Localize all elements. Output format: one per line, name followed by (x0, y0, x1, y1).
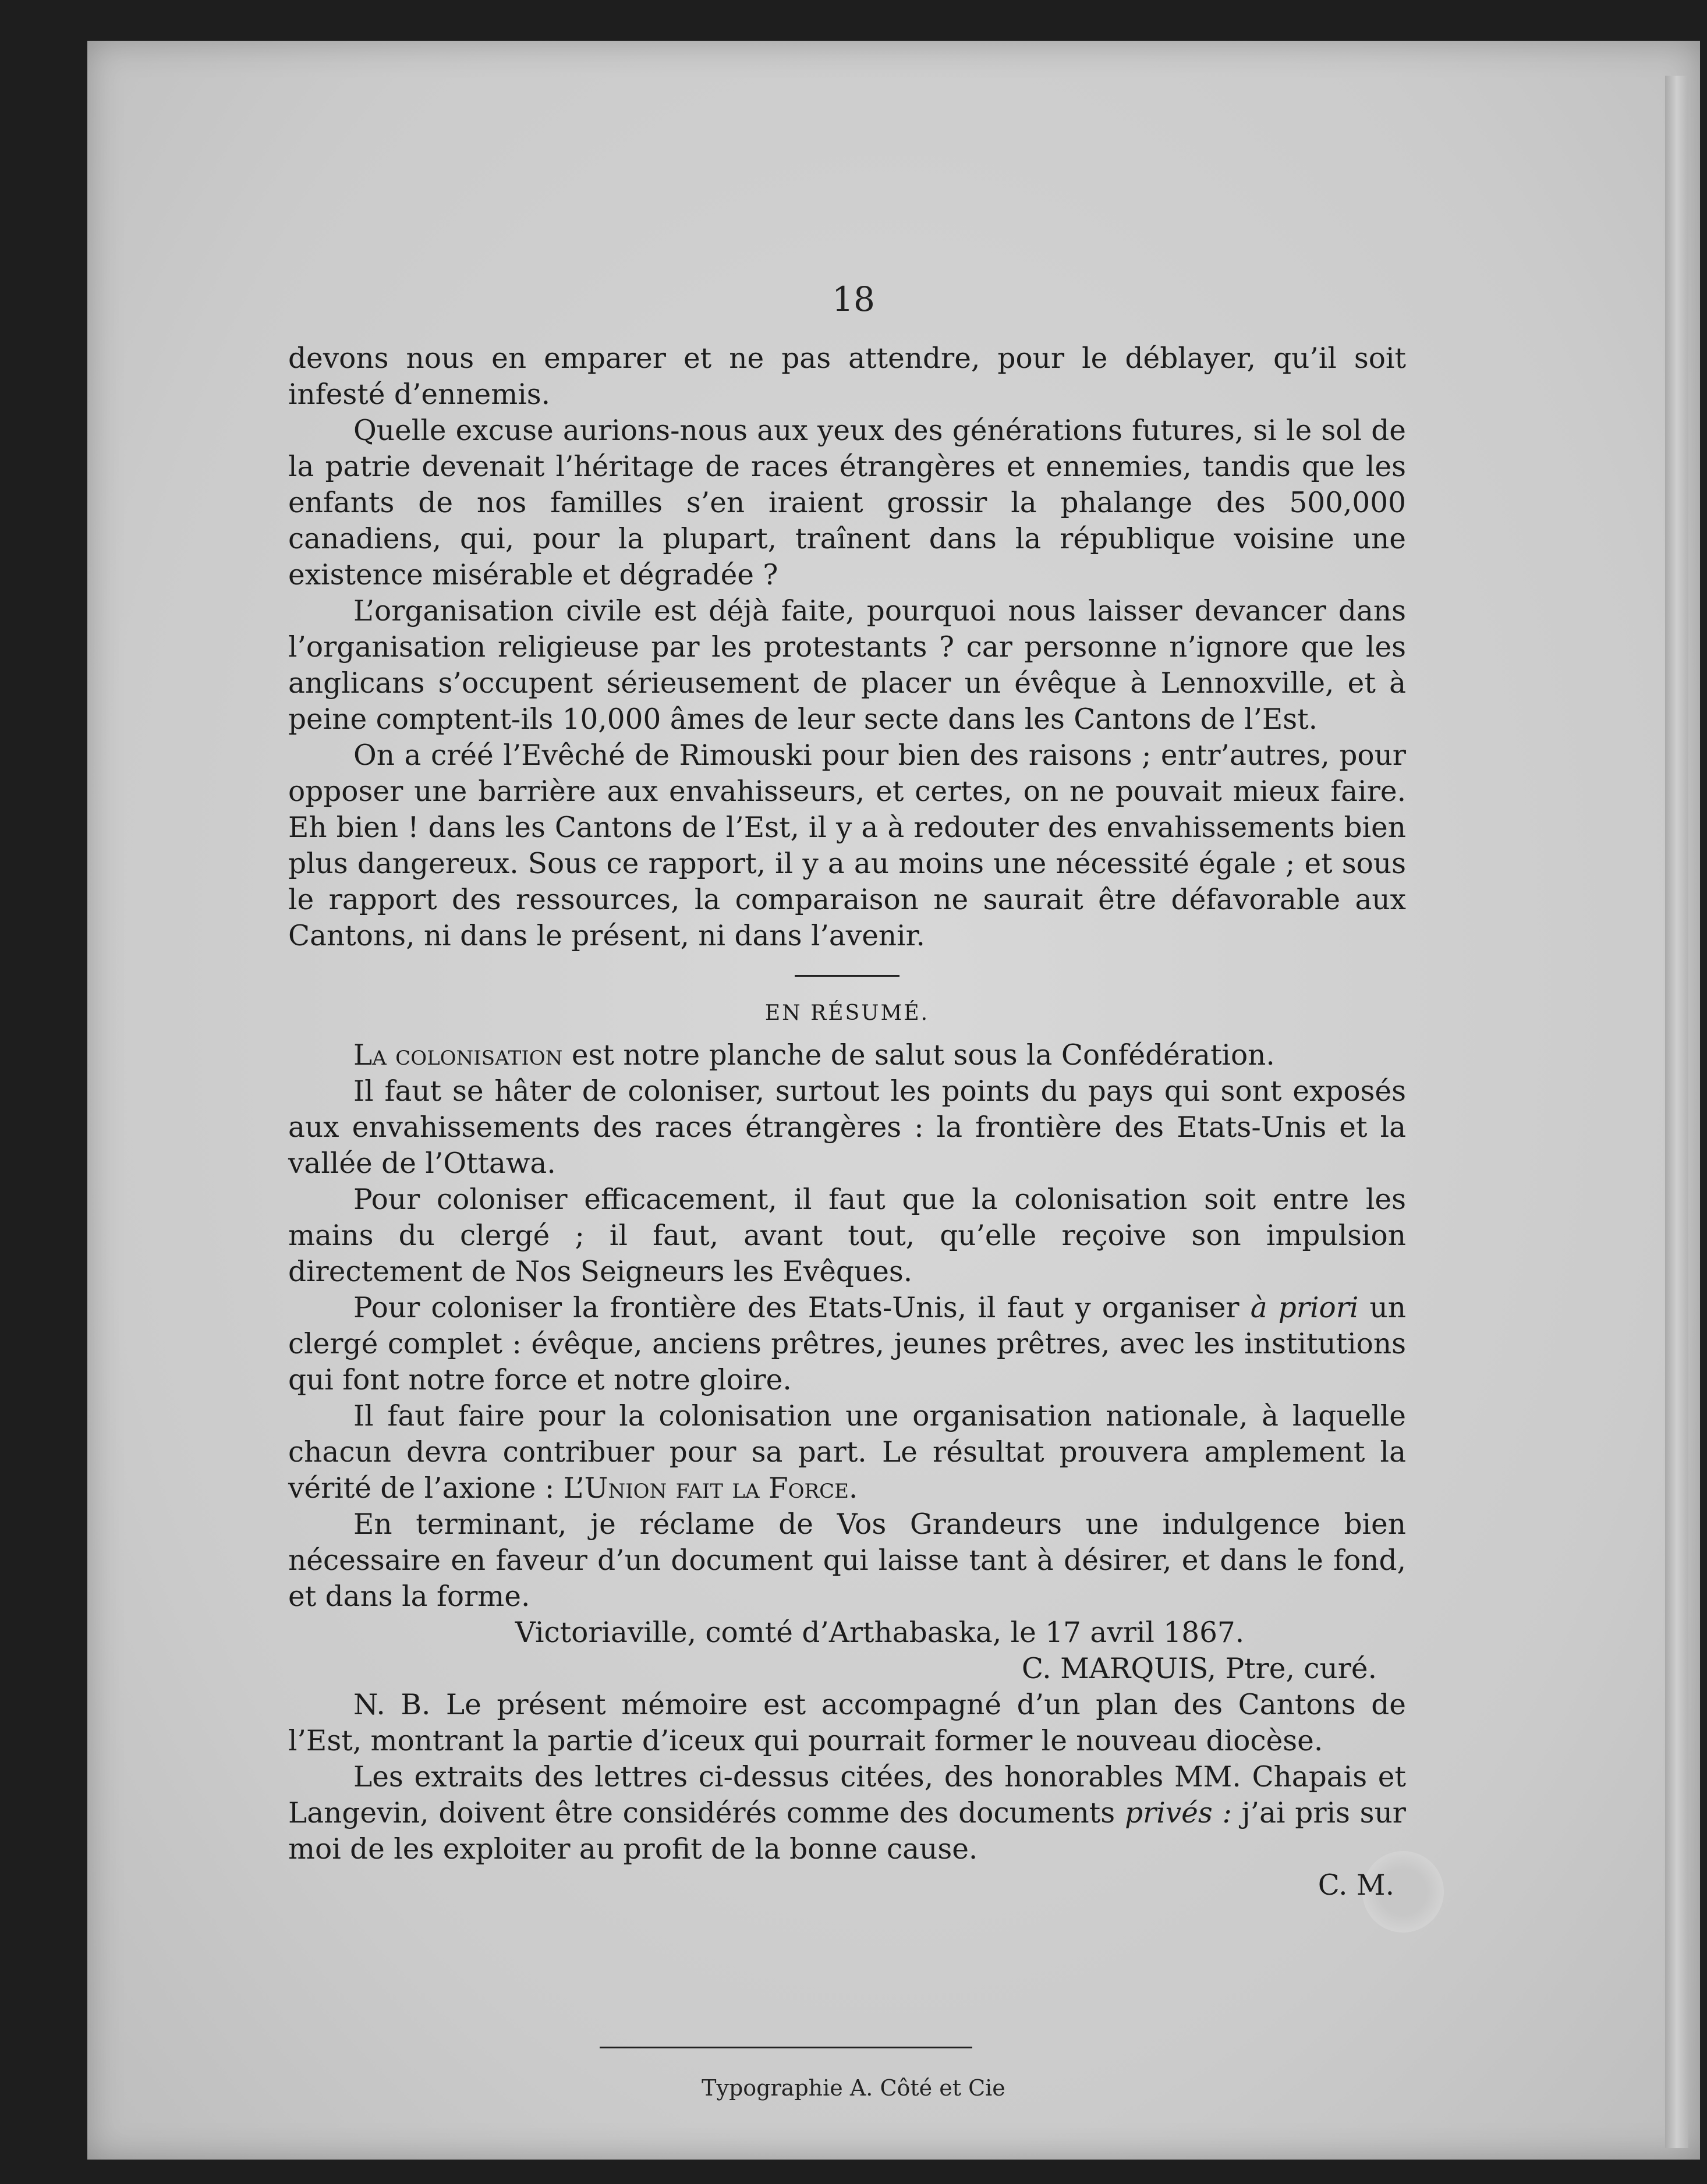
paragraph: On a créé l’Evêché de Rimouski pour bien des raisons ; entr’autres, pour opposer une barrière aux envahisseurs, et certes, on ne pouvait mieux faire. Eh bien ! dans les Cantons de l’Est, il y a à redouter des envahissements bien plus dangereux. Sous ce rapport, il y a au moins une nécessité égale ; et sous le rapport des ressources, la comparaison ne saurait être défavorable aux Cantons, ni dans le présent, ni dans l’avenir. (288, 739, 1406, 952)
summary-paragraph: Pour coloniser efficacement, il faut que la colonisation soit entre les mains du clergé ; il faut, avant tout, qu’elle reçoive son impulsion directement de Nos Seigneurs les Evêques. (288, 1183, 1406, 1288)
extracts-text: Les extraits des lettres ci-dessus citées, des honorables MM. Chapais et Langevin, doivent être considérés comme des documents (288, 1761, 1406, 1830)
section-title: EN RÉSUMÉ. (764, 1001, 930, 1025)
footer-rule (600, 2047, 972, 2048)
summary-text: Pour coloniser la frontière des Etats-Unis, il faut y organiser (353, 1292, 1251, 1324)
date-line: Victoriaville, comté d’Arthabaska, le 17 avril 1867. (515, 1616, 1245, 1649)
small-caps-text: L’Union fait la Force (563, 1472, 849, 1505)
paragraph: L’organisation civile est déjà faite, pourquoi nous laisser devancer dans l’organisation religieuse par les protestants ? car personne n’ignore que les anglicans s’occupent sérieusement de placer un évêque à Lennoxville, et à peine comptent-ils 10,000 âmes de leur secte dans les Cantons de l’Est. (288, 595, 1406, 736)
printer-footer: Typographie A. Côté et Cie (702, 2075, 1005, 2101)
page-edge (1665, 76, 1688, 2148)
page-number: 18 (832, 279, 875, 319)
summary-text: Il faut faire pour la colonisation une organisation nationale, à laquelle chacun devra contribuer pour sa part. Le résultat prouvera amplement la vérité de l’axione : (288, 1400, 1406, 1505)
paragraph: devons nous en emparer et ne pas attendre, pour le déblayer, qu’il soit infesté d’ennemis. (288, 342, 1406, 411)
nb-paragraph: N. B. Le présent mémoire est accompagné d’un plan des Cantons de l’Est, montrant la partie d’iceux qui pourrait former le nouveau diocèse. (288, 1689, 1406, 1757)
summary-text: est notre planche de salut sous la Confédération. (562, 1039, 1275, 1072)
summary-paragraph: Il faut se hâter de coloniser, surtout les points du pays qui sont exposés aux envahissements des races étrangères : la frontière des Etats-Unis et la vallée de l’Ottawa. (288, 1075, 1406, 1180)
initials: C. M. (1318, 1869, 1394, 1902)
small-caps-text: La colonisation (353, 1039, 563, 1072)
italic-text: à priori (1250, 1292, 1359, 1324)
section-divider (795, 975, 899, 977)
signature: C. MARQUIS, Ptre, curé. (1021, 1653, 1377, 1685)
paragraph: Quelle excuse aurions-nous aux yeux des générations futures, si le sol de la patrie devenait l’héritage de races étrangères et ennemies, tandis que les enfants de nos familles s’en iraient grossir la phalange des 500,000 canadiens, qui, pour la plupart, traînent dans la république voisine une existence misérable et dégradée ? (288, 414, 1406, 591)
extracts-paragraph (288, 1759, 1406, 1867)
summary-paragraph (288, 1398, 1406, 1506)
summary-paragraph (288, 1037, 1406, 1073)
summary-paragraph: En terminant, je réclame de Vos Grandeurs une indulgence bien nécessaire en faveur d’un document qui laisse tant à désirer, et dans le fond, et dans la forme. (288, 1508, 1406, 1613)
extracts-text: j’ai pris sur moi de les exploiter au profit de la bonne cause. (288, 1797, 1406, 1866)
summary-text: un clergé complet : évêque, anciens prêtres, jeunes prêtres, avec les institutions qui font notre force et notre gloire. (288, 1292, 1406, 1396)
summary-text: . (848, 1472, 858, 1505)
italic-text: privés : (1124, 1797, 1232, 1830)
body-text (288, 341, 1406, 1903)
summary-paragraph (288, 1290, 1406, 1398)
